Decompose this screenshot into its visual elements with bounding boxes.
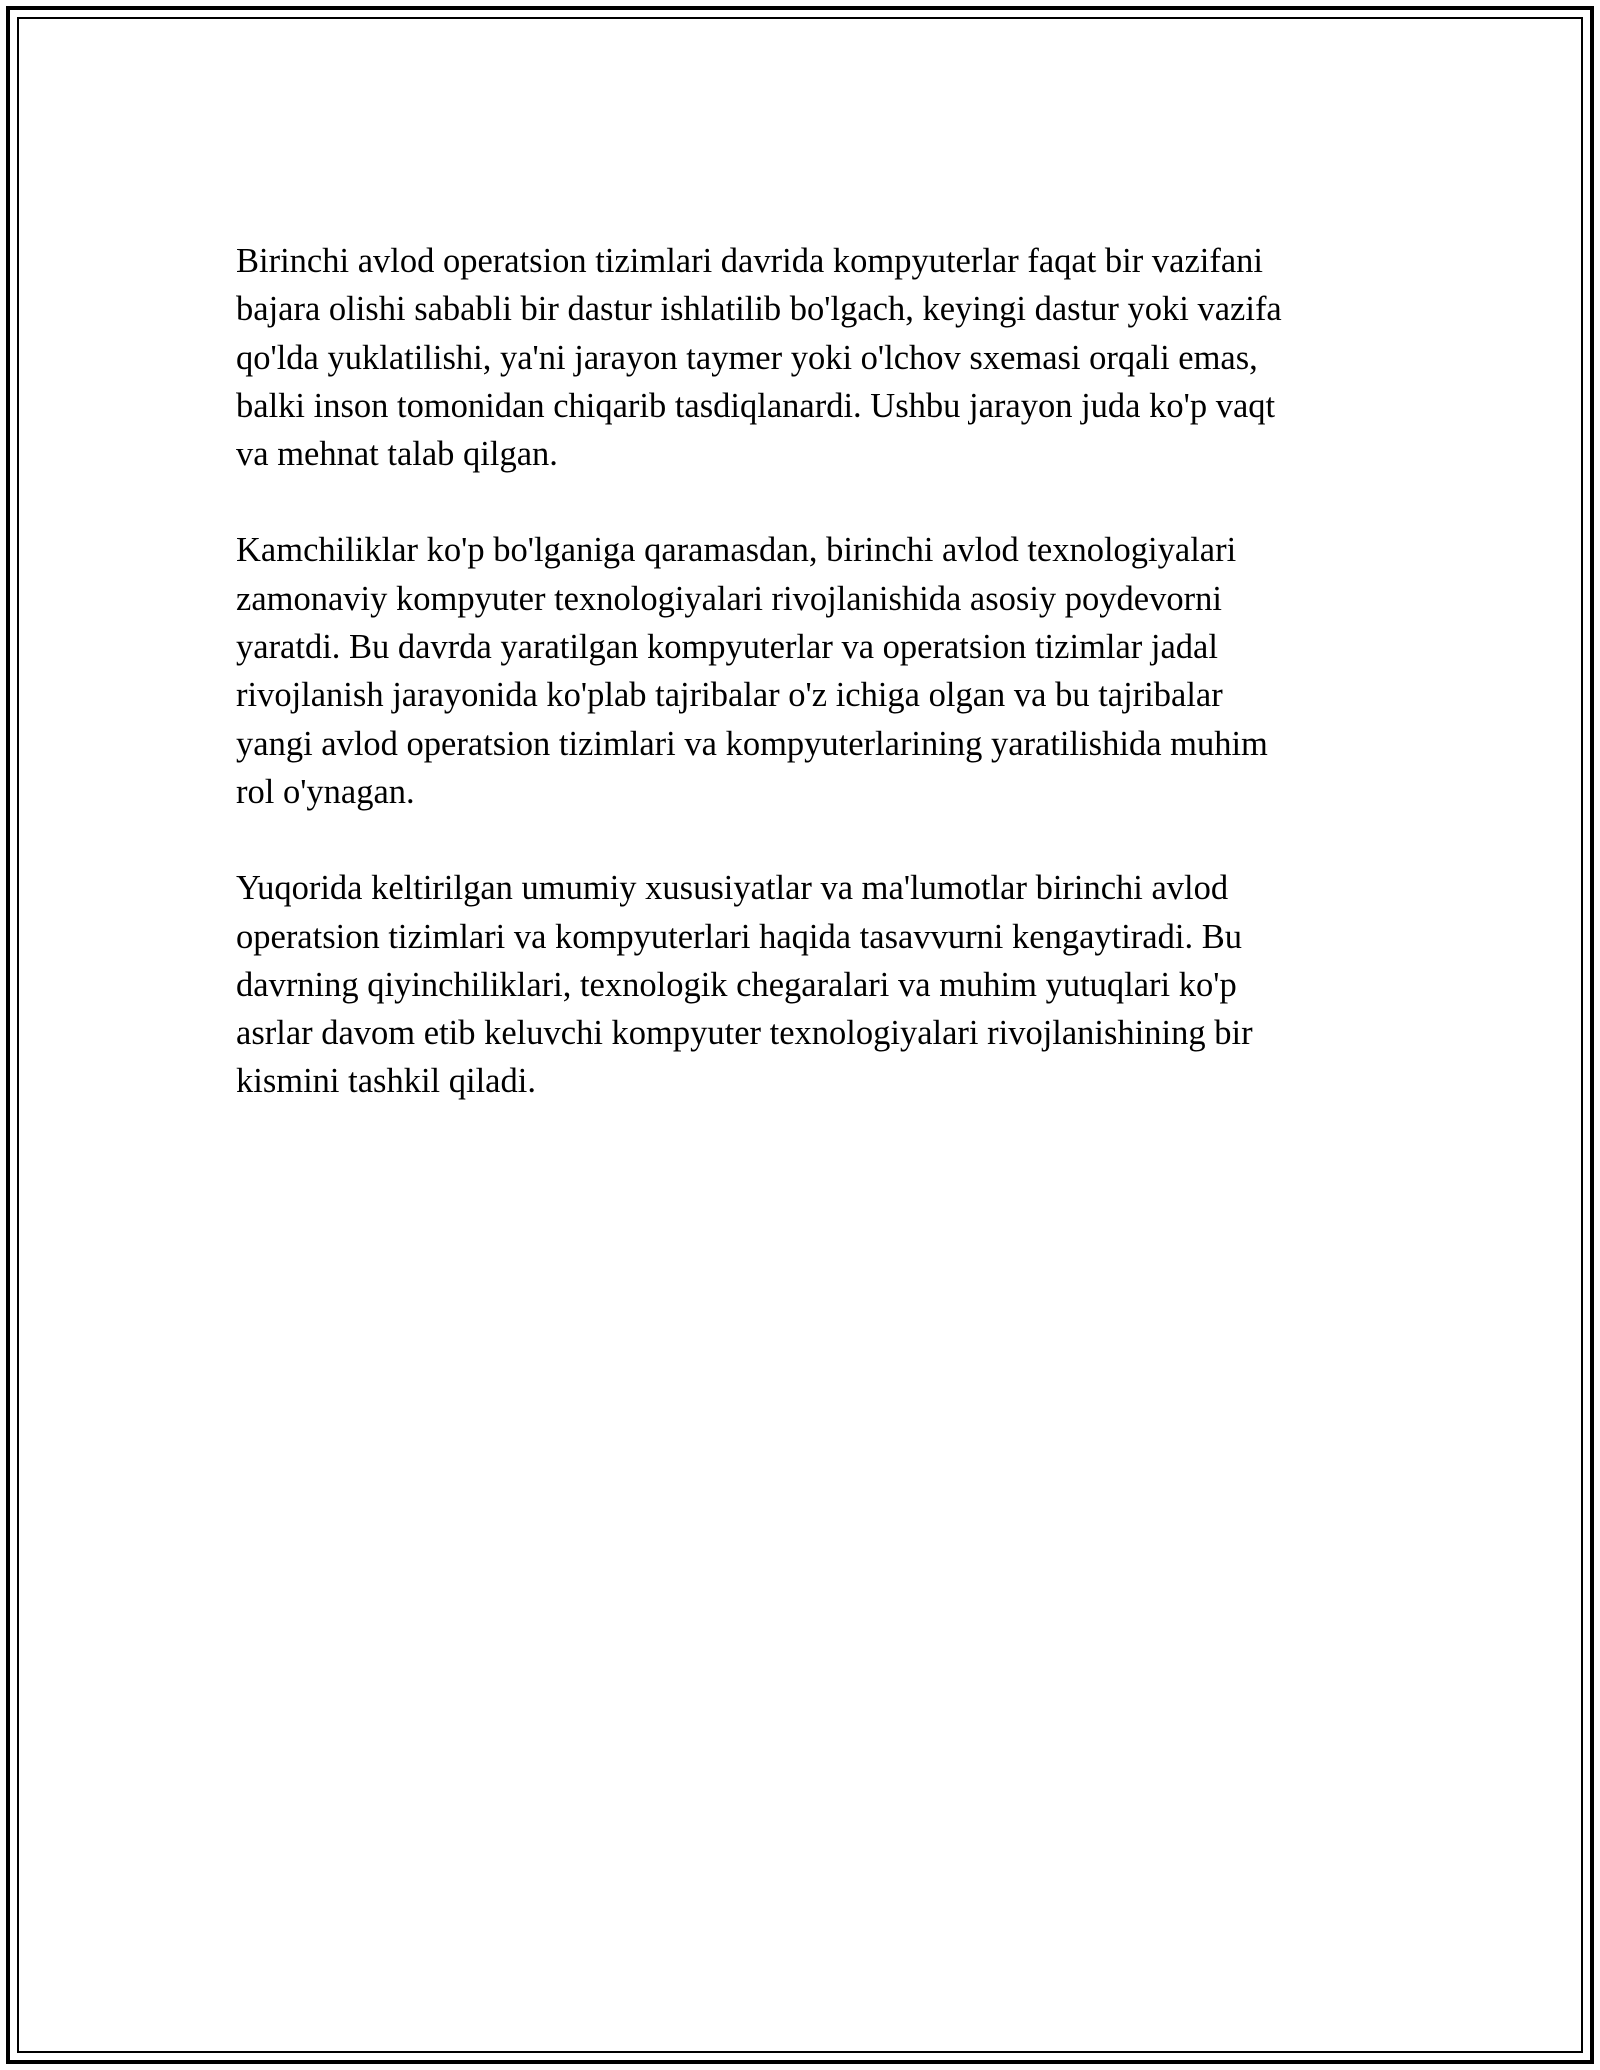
document-body	[236, 237, 1356, 1154]
paragraph-1: Birinchi avlod operatsion tizimlari davrida kompyuterlar faqat bir vazifani bajara olishi sababli bir dastur ishlatilib bo'lgach, keyingi dastur yoki vazifa qo'lda yuklatilishi, ya'ni jarayon taymer yoki o'lchov sxemasi orqali emas, balki inson tomonidan chiqarib tasdiqlanardi. Ushbu jarayon juda ko'p vaqt va mehnat talab qilgan.	[236, 242, 1282, 474]
paragraph-3: Yuqorida keltirilgan umumiy xususiyatlar va ma'lumotlar birinchi avlod operatsion tizimlari va kompyuterlari haqida tasavvurni kengaytiradi. Bu davrning qiyinchiliklari, texnologik chegaralari va muhim yutuqlari ko'p asrlar davom etib keluvchi kompyuter texnologiyalari rivojlanishining bir kismini tashkil qiladi.	[236, 869, 1253, 1101]
paragraph-2: Kamchiliklar ko'p bo'lganiga qaramasdan, birinchi avlod texnologiyalari zamonaviy kompyuter texnologiyalari rivojlanishida asosiy poydevorni yaratdi. Bu davrda yaratilgan kompyuterlar va operatsion tizimlar jadal rivojlanish jarayonida ko'plab tajribalar o'z ichiga olgan va bu tajribalar yangi avlod operatsion tizimlari va kompyuterlarining yaratilishida muhim rol o'ynagan.	[236, 531, 1268, 811]
